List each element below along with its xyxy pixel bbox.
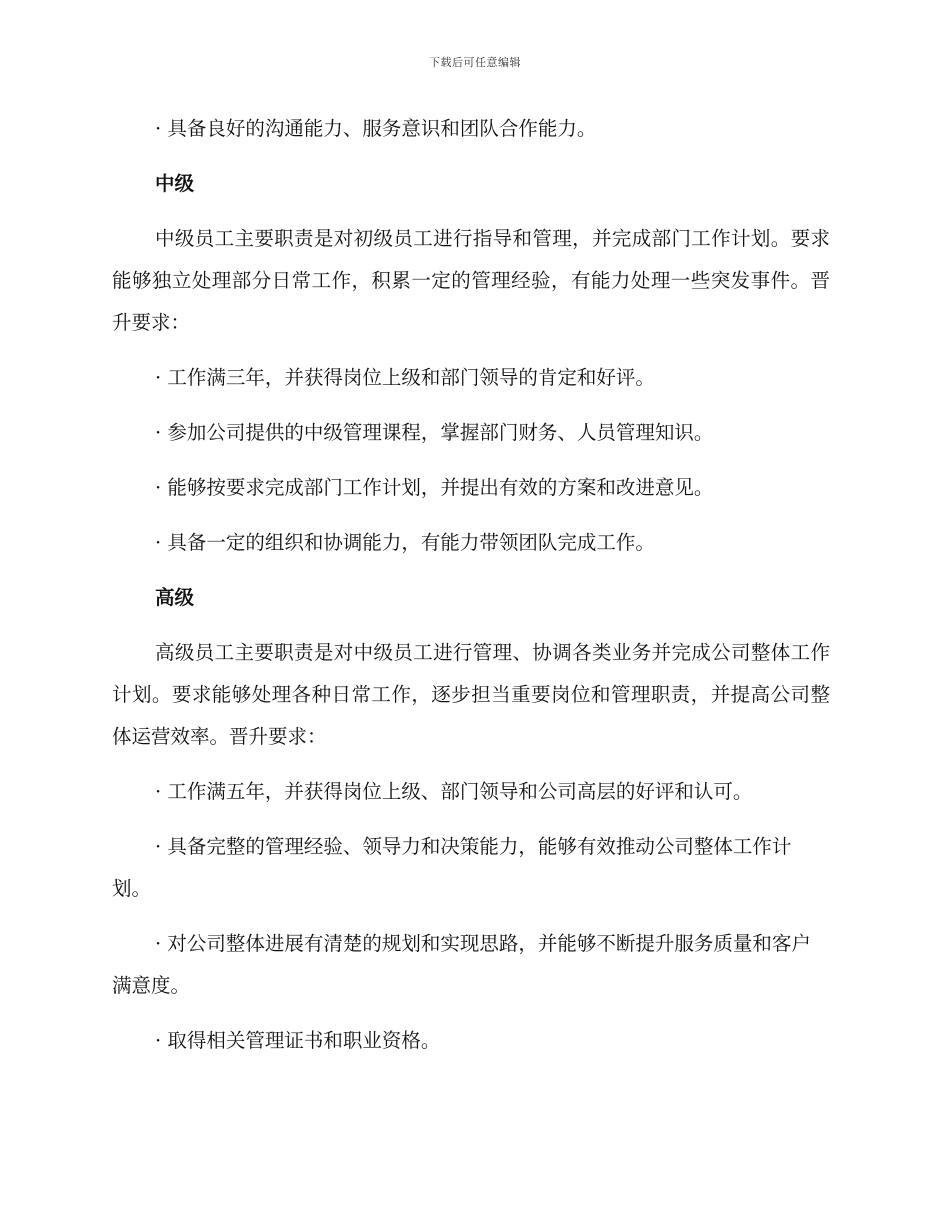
section-heading-senior: 高级 [155, 586, 195, 609]
bullet-item: · 具备一定的组织和协调能力，有能力带领团队完成工作。 [155, 531, 655, 554]
bullet-item: · 工作满五年，并获得岗位上级、部门领导和公司高层的好评和认可。 [155, 780, 753, 803]
bullet-item: · 具备完整的管理经验、领导力和决策能力，能够有效推动公司整体工作计划。 [112, 835, 792, 900]
bullet-item: · 具备良好的沟通能力、服务意识和团队合作能力。 [155, 117, 597, 140]
document-body [112, 108, 830, 1075]
section-intro-senior: 高级员工主要职责是对中级员工进行管理、协调各类业务并完成公司整体工作计划。要求能够处理各种日常工作，逐步担当重要岗位和管理职责，并提高公司整体运营效率。晋升要求： [112, 641, 830, 748]
section-heading-mid: 中级 [155, 172, 195, 195]
bullet-item: · 对公司整体进展有清楚的规划和实现思路，并能够不断提升服务质量和客户满意度。 [112, 932, 811, 997]
page-header-note: 下载后可任意编辑 [429, 56, 521, 69]
bullet-item: · 工作满三年，并获得岗位上级和部门领导的肯定和好评。 [155, 366, 655, 389]
section-intro-mid: 中级员工主要职责是对初级员工进行指导和管理，并完成部门工作计划。要求能够独立处理部分日常工作，积累一定的管理经验，有能力处理一些突发事件。晋升要求： [112, 227, 830, 334]
bullet-item: · 取得相关管理证书和职业资格。 [155, 1029, 441, 1052]
bullet-item: · 能够按要求完成部门工作计划，并提出有效的方案和改进意见。 [155, 476, 714, 499]
bullet-item: · 参加公司提供的中级管理课程，掌握部门财务、人员管理知识。 [155, 421, 714, 444]
